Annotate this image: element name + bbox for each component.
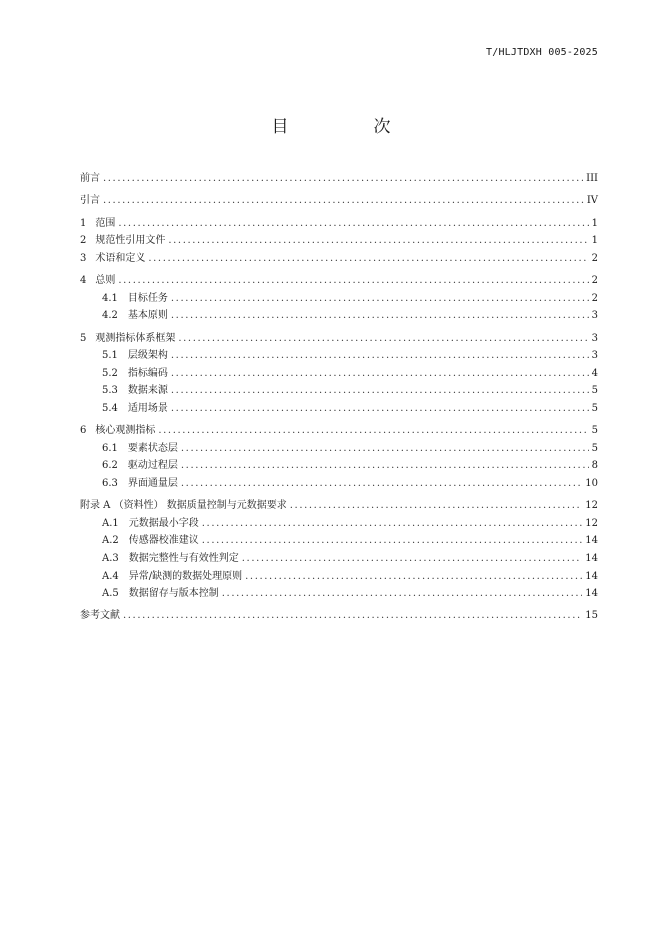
dot-leader <box>171 400 589 418</box>
toc-entry-page: 5 <box>591 425 598 437</box>
toc-entry-page: 8 <box>591 460 598 472</box>
toc-entry[interactable] <box>80 250 598 268</box>
toc-entry[interactable] <box>80 515 598 533</box>
toc-entry-title: 传感器校准建议 <box>128 535 199 547</box>
toc-entry[interactable] <box>80 550 598 568</box>
toc-entry-page: 10 <box>585 477 598 489</box>
dot-leader <box>158 422 588 440</box>
toc-entry[interactable] <box>80 365 598 383</box>
dot-leader <box>168 232 588 250</box>
dot-leader <box>222 585 583 603</box>
dot-leader <box>171 365 589 383</box>
toc-entry-title: 驱动过程层 <box>127 460 178 472</box>
dot-leader <box>171 382 589 400</box>
toc-entry-title: 界面通量层 <box>127 477 178 489</box>
toc-entry[interactable] <box>80 400 598 418</box>
toc-entry-title: 异常/缺测的数据处理原则 <box>128 570 243 582</box>
document-code: T/HLJTDXH 005-2025 <box>486 47 598 58</box>
toc-entry-page: 14 <box>585 588 598 600</box>
toc-entry-title: 指标编码 <box>127 367 168 379</box>
dot-leader <box>171 307 589 325</box>
toc-entry-title: 元数据最小字段 <box>128 517 199 529</box>
toc-entry-title: 适用场景 <box>127 402 168 414</box>
toc-entry[interactable] <box>80 607 598 625</box>
toc-entry-number: 1 <box>80 217 87 229</box>
toc-entry-title: 参考文献 <box>80 610 120 622</box>
toc-entry-page: 1 <box>591 235 598 247</box>
toc-entry-number: 3 <box>80 252 87 264</box>
toc-entry[interactable] <box>80 585 598 603</box>
toc-entry-title: 总则 <box>95 275 116 287</box>
toc-entry-number: A.4 <box>102 570 119 582</box>
dot-leader <box>118 272 588 290</box>
toc-entry-title: 规范性引用文件 <box>95 235 166 247</box>
toc-entry-page: III <box>586 173 598 184</box>
toc-entry-page: 14 <box>585 553 598 564</box>
toc-entry-page: 5 <box>591 442 598 454</box>
toc-entry-number: 6 <box>80 425 87 437</box>
toc-entry-title: 要素状态层 <box>127 442 178 454</box>
toc-entry-page: 2 <box>591 275 598 287</box>
toc-entry[interactable] <box>80 170 598 188</box>
toc-entry-title: 前言 <box>80 173 100 184</box>
toc-entry-number: A.2 <box>102 535 119 547</box>
toc-entry-page: 15 <box>585 610 598 622</box>
toc-entry-title: 数据留存与版本控制 <box>128 588 219 600</box>
toc-entry[interactable] <box>80 272 598 290</box>
toc-entry-number: 5.1 <box>102 350 118 362</box>
toc-entry-page: 5 <box>591 402 598 414</box>
toc-entry-number: 4.2 <box>102 310 118 322</box>
dot-leader <box>118 215 588 233</box>
toc-entry-number: 4 <box>80 275 87 287</box>
dot-leader <box>103 192 584 210</box>
toc-entry[interactable] <box>80 215 598 233</box>
toc-entry-page: 4 <box>591 367 598 379</box>
toc-entry[interactable] <box>80 475 598 493</box>
toc-entry-number: 6.1 <box>102 442 118 454</box>
toc-entry-page: 3 <box>591 350 598 362</box>
toc-entry[interactable] <box>80 422 598 440</box>
toc-entry-page: 14 <box>585 535 598 547</box>
toc-entry-number: 4.1 <box>102 292 118 304</box>
toc-entry[interactable] <box>80 568 598 586</box>
toc-entry-page: 5 <box>591 385 598 397</box>
toc-entry-number: A.5 <box>102 588 119 600</box>
toc-entry[interactable] <box>80 440 598 458</box>
dot-leader <box>181 475 582 493</box>
dot-leader <box>178 330 588 348</box>
toc-entry-page: 14 <box>585 570 598 582</box>
toc-entry-page: 2 <box>591 252 598 264</box>
toc-entry-page: 12 <box>585 500 598 512</box>
toc-entry-number: 5.2 <box>102 367 118 379</box>
table-of-contents <box>80 170 598 625</box>
toc-entry-title: 范围 <box>95 217 116 229</box>
dot-leader <box>242 550 583 568</box>
toc-entry-number: 6.3 <box>102 477 118 489</box>
toc-entry-number: A.1 <box>102 517 119 529</box>
dot-leader <box>171 347 589 365</box>
toc-entry[interactable] <box>80 457 598 475</box>
toc-entry-number: 5 <box>80 332 87 344</box>
toc-entry-number: 5.3 <box>102 385 118 397</box>
toc-entry-title: 核心观测指标 <box>95 425 156 437</box>
dot-leader <box>202 515 583 533</box>
dot-leader <box>181 457 589 475</box>
toc-entry[interactable] <box>80 330 598 348</box>
toc-entry-page: 12 <box>585 517 598 529</box>
toc-entry-page: 2 <box>591 292 598 304</box>
dot-leader <box>290 497 583 515</box>
toc-entry-number: 5.4 <box>102 402 118 414</box>
dot-leader <box>171 290 589 308</box>
toc-entry-title: 引言 <box>80 195 100 207</box>
toc-entry-title: 基本原则 <box>127 310 168 322</box>
toc-entry[interactable] <box>80 232 598 250</box>
dot-leader <box>123 607 582 625</box>
toc-entry-page: 3 <box>591 332 598 344</box>
toc-entry-page: 1 <box>591 217 598 229</box>
toc-entry-number: 2 <box>80 235 87 247</box>
dot-leader <box>103 170 583 188</box>
toc-entry-title: 术语和定义 <box>95 252 146 264</box>
toc-entry[interactable] <box>80 382 598 400</box>
toc-entry[interactable] <box>80 290 598 308</box>
toc-entry-page: IV <box>586 195 598 207</box>
toc-entry-number: 6.2 <box>102 460 118 472</box>
toc-entry[interactable] <box>80 192 598 210</box>
toc-entry[interactable] <box>80 347 598 365</box>
toc-entry[interactable] <box>80 497 598 515</box>
toc-entry-title: 数据完整性与有效性判定 <box>128 553 239 564</box>
toc-entry-title: 目标任务 <box>127 292 168 304</box>
dot-leader <box>181 440 589 458</box>
toc-entry-number: A.3 <box>102 553 119 564</box>
toc-entry[interactable] <box>80 307 598 325</box>
toc-entry-title: 观测指标体系框架 <box>95 332 176 344</box>
dot-leader <box>148 250 588 268</box>
toc-title: 目 次 <box>271 117 425 137</box>
toc-entry-title: 附录 A （资料性） 数据质量控制与元数据要求 <box>80 500 287 512</box>
toc-entry[interactable] <box>80 532 598 550</box>
toc-entry-page: 3 <box>591 310 598 322</box>
toc-entry-title: 层级架构 <box>127 350 168 362</box>
toc-entry-title: 数据来源 <box>127 385 168 397</box>
dot-leader <box>202 532 583 550</box>
dot-leader <box>245 568 582 586</box>
